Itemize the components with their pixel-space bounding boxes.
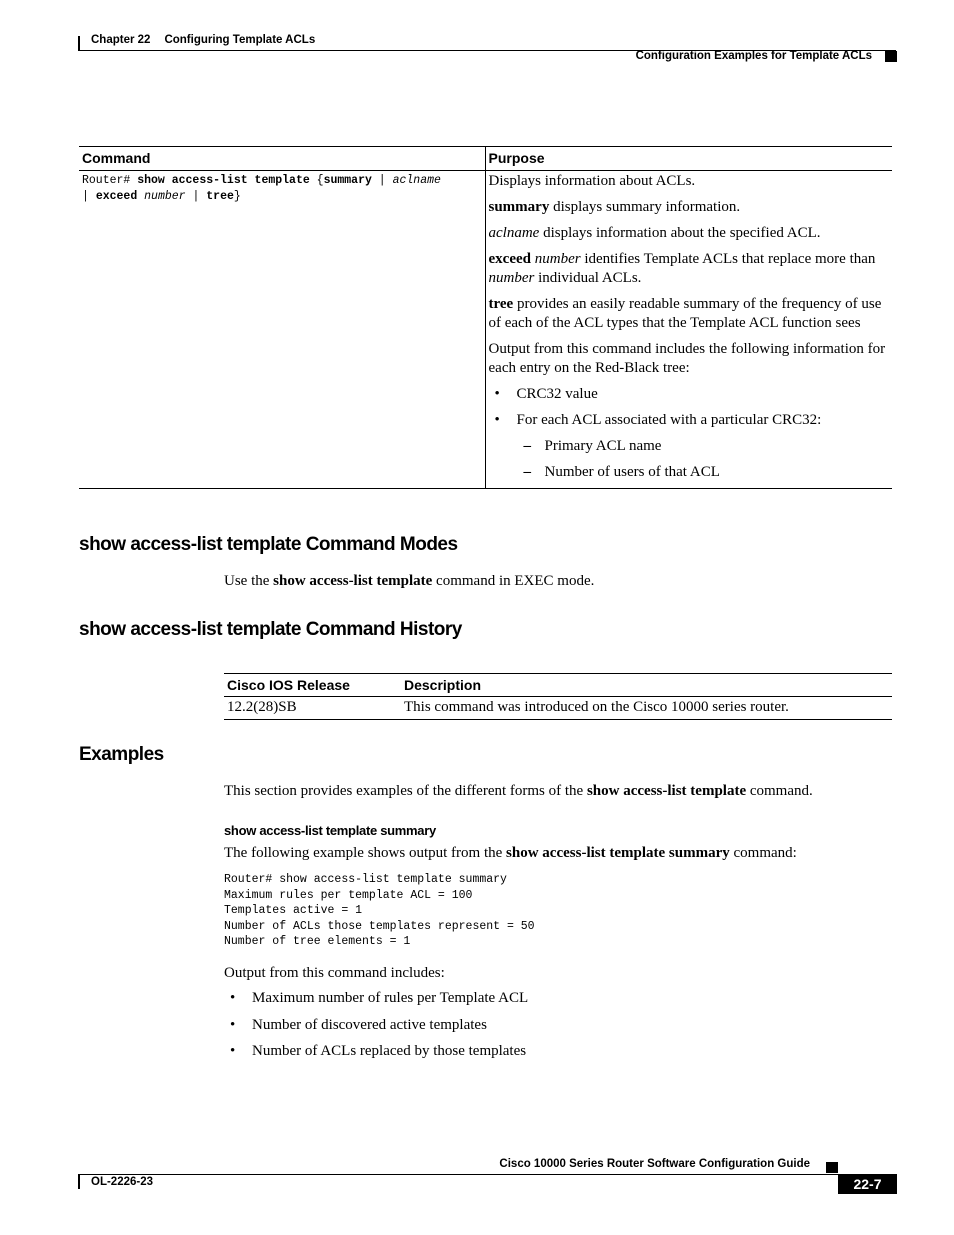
footer-doc-number: OL-2226-23	[91, 1176, 154, 1188]
code-line: Number of ACLs those templates represent = 50	[224, 919, 535, 933]
sub-list-item: – Primary ACL name	[489, 437, 890, 456]
subsection-heading: show access-list template summary	[224, 823, 436, 838]
keyword-exceed: exceed	[488, 251, 531, 267]
column-header-release: Cisco IOS Release	[224, 674, 401, 697]
text-run: Use the	[224, 573, 270, 589]
syntax-summary: summary	[323, 174, 372, 187]
text-run: command:	[733, 845, 797, 861]
inline-command: show access-list template	[273, 573, 433, 589]
chapter-number: Chapter 22	[91, 34, 151, 46]
command-purpose-table	[79, 146, 892, 489]
text-run: command.	[749, 783, 813, 799]
inline-command: show access-list template summary	[506, 845, 730, 861]
syntax-pipe: |	[378, 174, 386, 187]
syntax-aclname: aclname	[392, 174, 441, 187]
list-item: • Number of ACLs replaced by those templates	[224, 1043, 528, 1070]
syntax-pipe: |	[82, 190, 89, 203]
syntax-brace-open: {	[316, 174, 324, 187]
keyword-summary: summary	[488, 199, 550, 215]
syntax-exceed: exceed	[95, 190, 138, 203]
purpose-output-intro: Output from this command includes the following information for each entry on the Red-Black tree:	[488, 341, 886, 376]
command-cell	[79, 171, 485, 489]
code-line: Templates active = 1	[224, 904, 363, 917]
list-item: • CRC32 value	[489, 385, 890, 404]
output-bullet-list	[224, 990, 528, 1070]
code-example	[224, 872, 535, 950]
description-cell: This command was introduced on the Cisco 10000 series router.	[401, 697, 892, 720]
code-line: Router# show access-list template summary	[224, 873, 507, 886]
header-vertical-bar	[78, 36, 80, 50]
syntax-command: show access-list template	[137, 174, 310, 187]
footer-guide-title: Cisco 10000 Series Router Software Configuration Guide	[499, 1158, 810, 1170]
footer-rule	[78, 1174, 838, 1175]
purpose-summary-keyword	[489, 198, 890, 217]
command-syntax	[79, 171, 485, 205]
syntax-brace-close: }	[233, 190, 241, 203]
code-line: Number of tree elements = 1	[224, 935, 411, 948]
syntax-prompt: Router#	[82, 174, 131, 187]
text-run: This section provides examples of the different forms of the	[224, 783, 584, 799]
column-header-command: Command	[79, 147, 485, 171]
keyword-number: number	[488, 270, 535, 286]
text-run: command in EXEC mode.	[436, 573, 595, 589]
keyword-tree-desc: provides an easily readable summary of the frequency of use of each of the ACL types that the Template ACL function sees	[488, 296, 882, 331]
syntax-pipe: |	[192, 190, 200, 203]
output-intro: Output from this command includes:	[224, 965, 445, 981]
keyword-aclname: aclname	[488, 225, 540, 241]
keyword-tree: tree	[488, 296, 514, 312]
command-modes-text	[224, 573, 594, 590]
footer-vertical-bar	[78, 1175, 80, 1189]
keyword-aclname-desc: displays information about the specified ACL.	[543, 225, 821, 241]
command-history-table	[224, 673, 892, 720]
example-description	[224, 845, 797, 862]
chapter-title: Configuring Template ACLs	[164, 34, 316, 46]
keyword-summary-desc: displays summary information.	[553, 199, 741, 215]
keyword-number: number	[534, 251, 581, 267]
keyword-exceed-desc: identifies Template ACLs that replace more than	[584, 251, 876, 267]
header-marker-block	[885, 51, 897, 62]
syntax-number: number	[144, 190, 186, 203]
list-item: • For each ACL associated with a particular CRC32:	[489, 411, 890, 430]
purpose-aclname	[489, 224, 890, 243]
code-line: Maximum rules per template ACL = 100	[224, 888, 473, 902]
section-heading-examples: Examples	[79, 744, 164, 765]
footer-marker-block	[826, 1162, 838, 1173]
column-header-description: Description	[401, 674, 892, 697]
running-header-section: Configuration Examples for Template ACLs	[635, 50, 872, 62]
section-heading-command-history: show access-list template Command History	[79, 619, 462, 640]
syntax-tree: tree	[206, 190, 234, 203]
sub-list-item: – Number of users of that ACL	[489, 463, 890, 482]
table-header-row	[79, 147, 892, 171]
table-row	[79, 171, 892, 489]
table-row	[224, 697, 892, 720]
purpose-summary-line: Displays information about ACLs.	[488, 173, 696, 189]
table-header-row	[224, 674, 892, 697]
section-heading-command-modes: show access-list template Command Modes	[79, 534, 458, 555]
page-number-badge: 22-7	[838, 1174, 897, 1194]
text-run: The following example shows output from the	[224, 845, 503, 861]
release-cell: 12.2(28)SB	[224, 697, 401, 720]
list-item: • Maximum number of rules per Template ACL	[224, 990, 528, 1017]
purpose-cell	[485, 171, 892, 489]
purpose-tree	[489, 295, 890, 333]
examples-intro	[224, 783, 813, 800]
list-item: • Number of discovered active templates	[224, 1017, 528, 1044]
column-header-purpose: Purpose	[485, 147, 892, 171]
inline-command: show access-list template	[586, 783, 747, 799]
purpose-exceed	[489, 250, 890, 288]
running-header-chapter	[91, 34, 315, 46]
keyword-exceed-desc-end: individual ACLs.	[538, 270, 642, 286]
